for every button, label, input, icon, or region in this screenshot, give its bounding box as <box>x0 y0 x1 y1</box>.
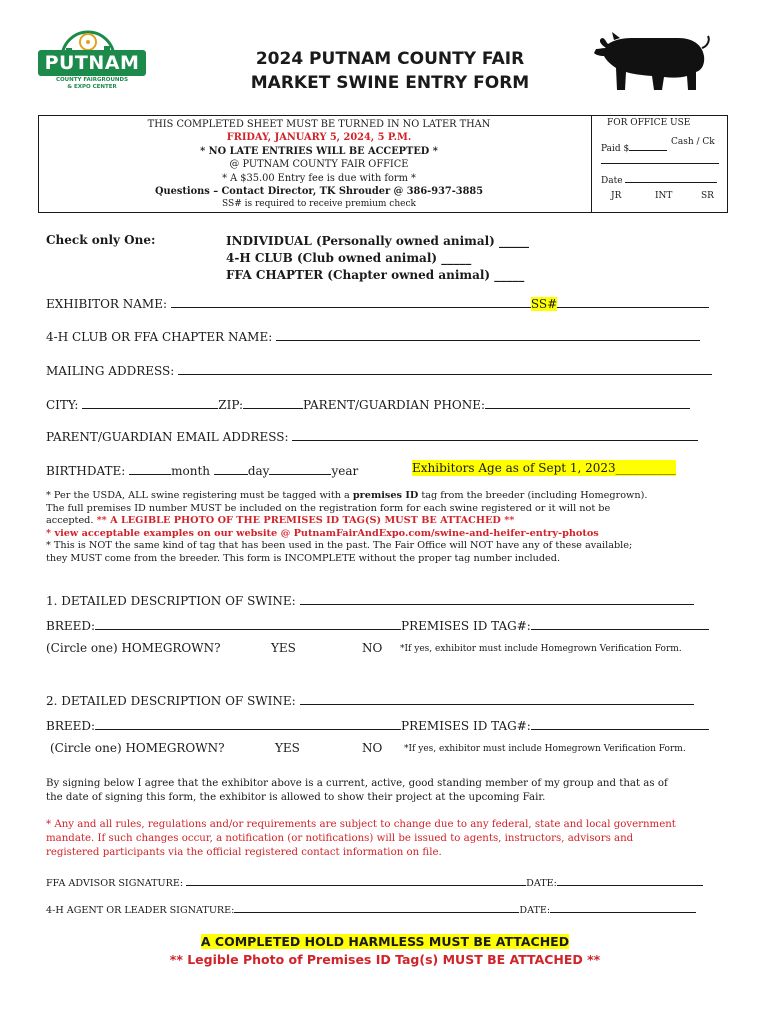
page-title <box>180 47 600 95</box>
exhibitor-age-field[interactable]: Exhibitors Age as of Sept 1, 2023__________ <box>412 461 676 475</box>
swine2-description-label: 2. DETAILED DESCRIPTION OF SWINE: <box>46 694 296 708</box>
rules-notice <box>46 818 736 860</box>
photo-required-notice: ** Legible Photo of Premises ID Tag(s) MUST BE ATTACHED ** <box>169 952 601 967</box>
exhibitor-name-row <box>46 293 709 312</box>
agreement-line2: the date of signing this form, the exhibitor is allowed to show their project at the upcoming Fair. <box>46 792 546 803</box>
ffa-date-label: DATE: <box>526 878 557 889</box>
office-heading: FOR OFFICE USE <box>607 118 691 128</box>
swine1-yes-option[interactable]: YES <box>271 641 296 655</box>
agreement-text <box>46 777 736 805</box>
swine1-homegrown-label: (Circle one) HOMEGROWN? <box>46 641 221 655</box>
swine1-breed-field[interactable] <box>95 615 401 630</box>
office-date-label: Date <box>601 176 623 186</box>
birthdate-row <box>46 460 358 479</box>
office-blank-line <box>601 153 719 164</box>
logo-wordmark: PUTNAM <box>38 50 146 76</box>
logo-subtitle-line1: COUNTY FAIRGROUNDS <box>55 77 129 83</box>
usda-line1-c: tag from the breeder (including Homegrown). <box>418 490 648 501</box>
agent-signature-label: 4-H AGENT OR LEADER SIGNATURE: <box>46 905 235 916</box>
title-line1: 2024 PUTNAM COUNTY FAIR <box>255 49 525 69</box>
ffa-date-field[interactable] <box>557 874 703 886</box>
swine2-description-row <box>46 690 694 709</box>
parent-email-row <box>46 426 698 445</box>
entry-fee-notice: * A $35.00 Entry fee is due with form * <box>222 172 416 184</box>
mailing-address-row <box>46 360 712 379</box>
swine2-homegrown-label: (Circle one) HOMEGROWN? <box>50 741 225 755</box>
swine1-homegrown-note: *If yes, exhibitor must include Homegrown Verification Form. <box>400 644 682 654</box>
usda-photo-warning: ** A LEGIBLE PHOTO OF THE PREMISES ID TAG(S) MUST BE ATTACHED ** <box>96 515 515 526</box>
usda-notice <box>46 490 736 565</box>
office-int: INT <box>655 191 673 201</box>
office-date-line <box>625 172 717 183</box>
parent-email-label: PARENT/GUARDIAN EMAIL ADDRESS: <box>46 430 289 444</box>
hold-harmless-notice <box>0 934 770 949</box>
swine1-tag-field[interactable] <box>531 615 709 630</box>
ffa-signature-field[interactable] <box>186 874 526 886</box>
ss-field[interactable] <box>557 293 709 308</box>
ss-label: SS# <box>530 297 558 311</box>
instructions <box>100 118 538 212</box>
swine2-homegrown-note: *If yes, exhibitor must include Homegrown Verification Form. <box>404 744 686 754</box>
office-location: @ PUTNAM COUNTY FAIR OFFICE <box>229 159 409 171</box>
swine1-description-row <box>46 590 694 609</box>
exhibitor-name-label: EXHIBITOR NAME: <box>46 297 168 311</box>
swine1-breed-label: BREED: <box>46 619 96 633</box>
club-name-row <box>46 326 700 345</box>
box-divider <box>591 115 592 213</box>
usda-website-link[interactable]: * view acceptable examples on our website @ PutnamFairAndExpo.com/swine-and-heifer-entry-photos <box>46 527 599 539</box>
swine2-description-field[interactable] <box>300 690 694 705</box>
usda-line5: * This is NOT the same kind of tag that has been used in the past. The Fair Office will NOT have any of these available; <box>46 540 633 551</box>
swine1-tag-label: PREMISES ID TAG#: <box>401 619 531 633</box>
club-name-label: 4-H CLUB OR FFA CHAPTER NAME: <box>46 330 273 344</box>
agent-date-label: DATE: <box>519 905 551 916</box>
parent-email-field[interactable] <box>292 426 698 441</box>
deadline: FRIDAY, JANUARY 5, 2024, 5 P.M. <box>226 132 412 144</box>
agent-signature-row <box>46 901 696 916</box>
logo-subtitle <box>48 77 136 91</box>
ffa-signature-label: FFA ADVISOR SIGNATURE: <box>46 878 184 889</box>
office-sr: SR <box>701 191 714 201</box>
office-jr: JR <box>611 191 622 201</box>
check-one-label: Check only One: <box>46 233 156 247</box>
rules-line1: * Any and all rules, regulations and/or requirements are subject to change due to any federal, state and local government <box>46 819 676 830</box>
usda-line6: they MUST come from the breeder. This form is INCOMPLETE without the proper tag number included. <box>46 552 561 564</box>
swine2-no-option[interactable]: NO <box>362 741 383 755</box>
usda-line1-a: * Per the USDA, ALL swine registering must be tagged with a <box>46 490 353 501</box>
parent-phone-field[interactable] <box>485 394 690 409</box>
option-individual[interactable]: INDIVIDUAL (Personally owned animal) _____ <box>226 234 530 248</box>
office-paid-label: Paid $ <box>601 144 630 154</box>
fair-logo <box>38 30 146 96</box>
usda-line3 <box>46 515 736 528</box>
exhibitor-name-field[interactable] <box>171 293 531 308</box>
city-field[interactable] <box>82 394 218 409</box>
option-4h-club[interactable]: 4-H CLUB (Club owned animal) _____ <box>226 251 472 265</box>
ss-note: SS# is required to receive premium check <box>222 199 416 210</box>
logo-subtitle-line2: & EXPO CENTER <box>67 84 117 90</box>
swine1-breed-row <box>46 615 709 634</box>
mailing-address-label: MAILING ADDRESS: <box>46 364 175 378</box>
birth-month-field[interactable] <box>129 460 171 475</box>
city-zip-phone-row <box>46 394 690 413</box>
swine1-description-field[interactable] <box>300 590 694 605</box>
agreement-line1: By signing below I agree that the exhibitor above is a current, active, good standing member of my group and that as of <box>46 778 668 789</box>
club-name-field[interactable] <box>276 326 700 341</box>
pig-icon <box>592 30 712 94</box>
late-entries-notice: * NO LATE ENTRIES WILL BE ACCEPTED * <box>200 145 438 157</box>
swine2-yes-option[interactable]: YES <box>275 741 300 755</box>
birth-day-field[interactable] <box>214 460 248 475</box>
swine2-breed-field[interactable] <box>95 715 401 730</box>
swine1-no-option[interactable]: NO <box>362 641 383 655</box>
year-label: year <box>331 464 359 478</box>
entry-type-options <box>226 233 529 284</box>
ffa-signature-row <box>46 874 703 889</box>
usda-line1-b: premises ID <box>352 490 419 501</box>
month-label: month <box>171 464 211 478</box>
usda-line1 <box>46 490 736 503</box>
swine2-breed-row <box>46 715 709 734</box>
swine2-tag-field[interactable] <box>531 715 709 730</box>
city-label: CITY: <box>46 398 79 412</box>
rules-line2: mandate. If such changes occur, a notification (or notifications) will be issued to agents, instructors, advisors and <box>46 833 634 844</box>
rules-line3: registered participants via the official registered contact information on file. <box>46 847 442 858</box>
zip-field[interactable] <box>243 394 303 409</box>
day-label: day <box>247 464 270 478</box>
office-paid-line <box>629 136 667 151</box>
swine1-description-label: 1. DETAILED DESCRIPTION OF SWINE: <box>46 594 296 608</box>
birthdate-label: BIRTHDATE: <box>46 464 126 478</box>
swine2-tag-label: PREMISES ID TAG#: <box>401 719 531 733</box>
agent-signature-field[interactable] <box>234 901 519 913</box>
usda-line3-a: accepted. <box>46 515 97 526</box>
office-date-row <box>601 172 717 187</box>
option-ffa-chapter[interactable]: FFA CHAPTER (Chapter owned animal) _____ <box>226 268 525 282</box>
hold-harmless-text: A COMPLETED HOLD HARMLESS MUST BE ATTACHED <box>200 934 570 949</box>
swine2-breed-label: BREED: <box>46 719 96 733</box>
office-cash-label: Cash / Ck <box>671 137 715 147</box>
parent-phone-label: PARENT/GUARDIAN PHONE: <box>303 398 486 412</box>
agent-date-field[interactable] <box>550 901 696 913</box>
mailing-address-field[interactable] <box>178 360 712 375</box>
usda-line2: The full premises ID number MUST be included on the registration form for each swine registered or it will not be <box>46 502 611 514</box>
questions-contact: Questions – Contact Director, TK Shrouder @ 386-937-3885 <box>154 186 484 198</box>
zip-label: ZIP: <box>218 398 244 412</box>
instructions-line1: THIS COMPLETED SHEET MUST BE TURNED IN NO LATER THAN <box>147 119 491 130</box>
title-line2: MARKET SWINE ENTRY FORM <box>250 73 530 93</box>
birth-year-field[interactable] <box>269 460 331 475</box>
